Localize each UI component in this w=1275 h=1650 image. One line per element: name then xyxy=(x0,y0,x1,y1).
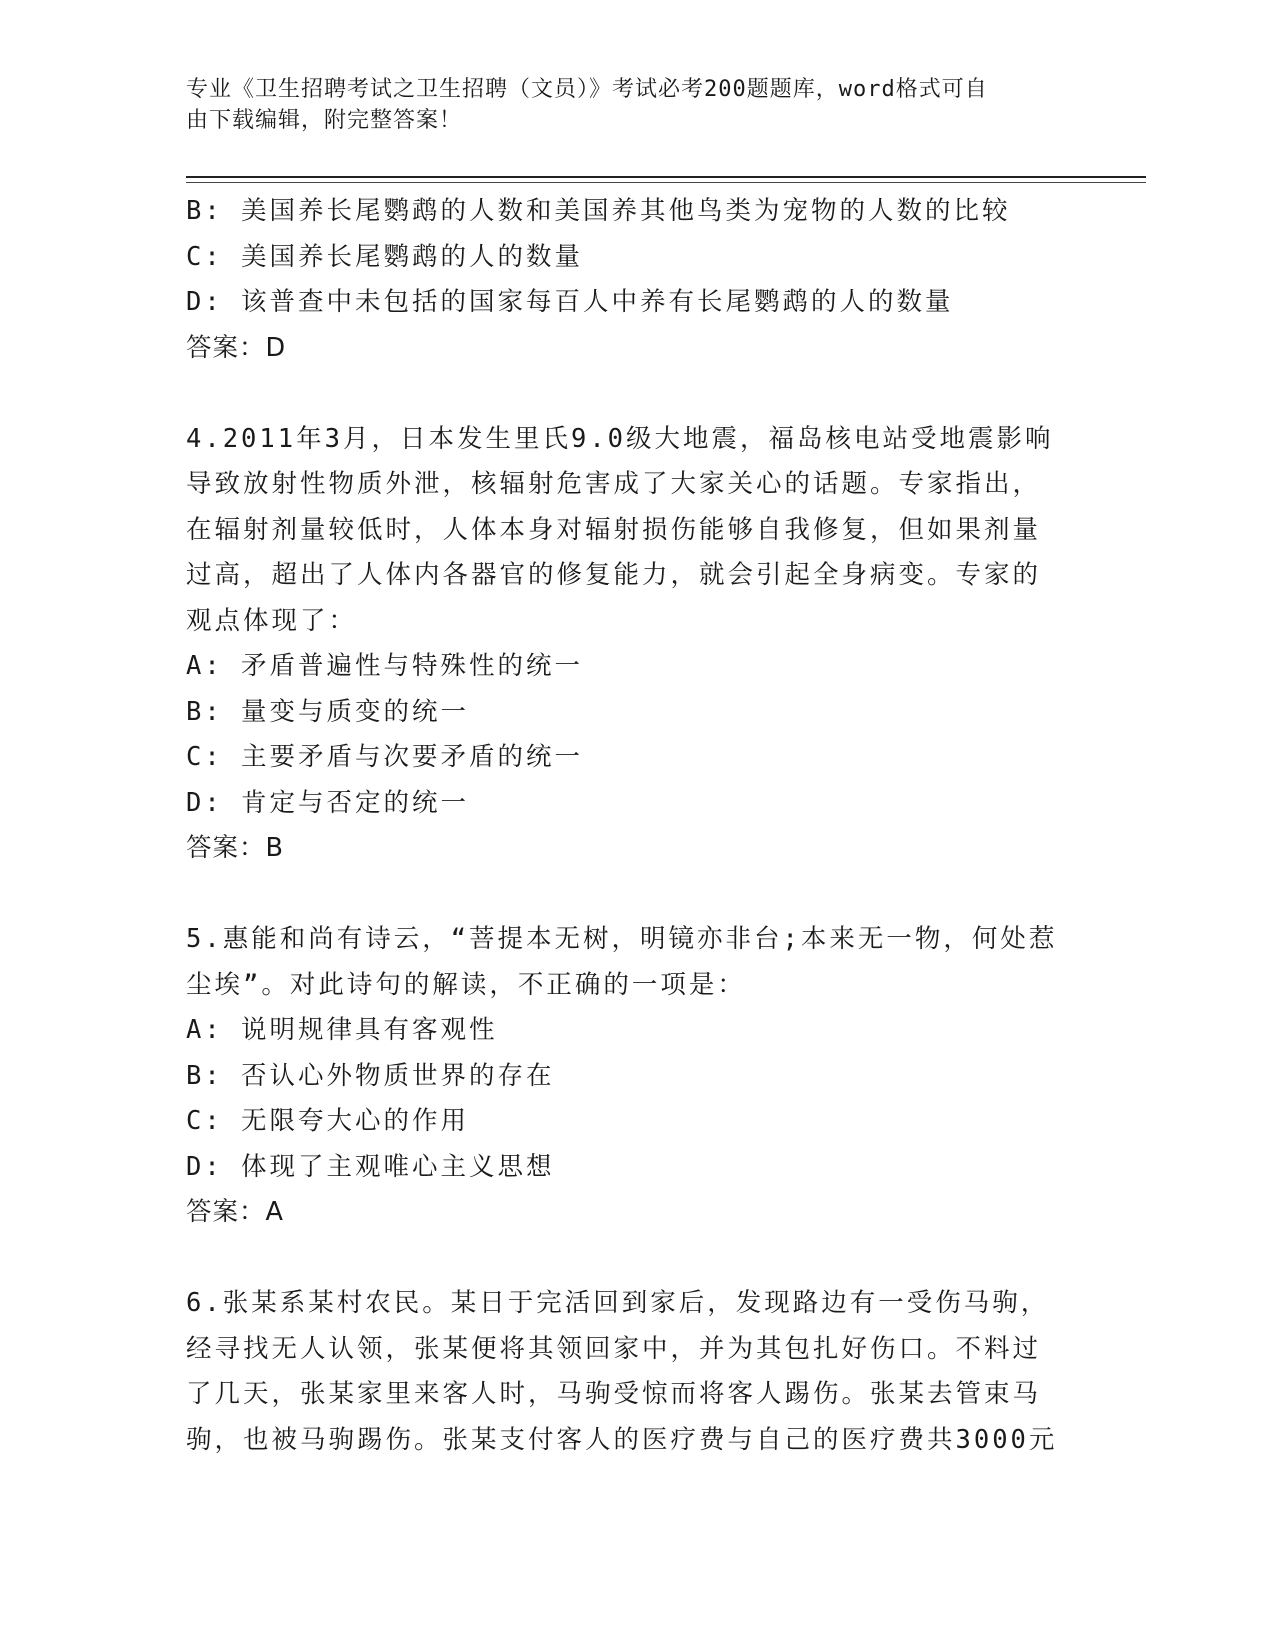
question-content xyxy=(186,189,1086,1463)
spacer xyxy=(186,371,1086,417)
question-stem-line: 6.张某系某村农民。某日于完活回到家后，发现路边有一受伤马驹， xyxy=(186,1288,1050,1318)
question-3-tail xyxy=(186,189,1086,371)
option-d: D: 该普查中未包括的国家每百人中养有长尾鹦鹉的人的数量 xyxy=(186,287,954,317)
answer-line: 答案：D xyxy=(186,332,287,363)
option-a: A: 矛盾普遍性与特殊性的统一 xyxy=(186,651,584,681)
document-header xyxy=(186,74,1066,136)
header-rule-thin xyxy=(186,182,1146,183)
header-rule-thick xyxy=(186,176,1146,178)
question-stem-line: 驹，也被马驹踢伤。张某支付客人的医疗费与自己的医疗费共3000元 xyxy=(186,1424,1058,1455)
question-stem-line: 观点体现了： xyxy=(186,605,358,636)
option-d: D: 肯定与否定的统一 xyxy=(186,787,470,818)
option-c: C: 无限夸大心的作用 xyxy=(186,1106,470,1136)
question-stem-line: 了几天，张某家里来客人时，马驹受惊而将客人踢伤。张某去管束马 xyxy=(186,1379,1042,1409)
answer-line: 答案：B xyxy=(186,833,284,863)
question-stem-line: 导致放射性物质外泄，核辐射危害成了大家关心的话题。专家指出， xyxy=(186,469,1042,499)
option-d: D: 体现了主观唯心主义思想 xyxy=(186,1151,555,1182)
question-stem-line: 4.2011年3月，日本发生里氏9.0级大地震，福岛核电站受地震影响 xyxy=(186,423,1054,454)
question-4 xyxy=(186,417,1086,872)
question-stem-line: 过高，超出了人体内各器官的修复能力，就会引起全身病变。专家的 xyxy=(186,560,1042,590)
option-c: C: 美国养长尾鹦鹉的人的数量 xyxy=(186,241,584,272)
spacer xyxy=(186,1236,1086,1282)
question-stem-line: 经寻找无人认领，张某便将其领回家中，并为其包扎好伤口。不料过 xyxy=(186,1333,1042,1364)
option-b: B: 量变与质变的统一 xyxy=(186,696,470,727)
question-stem-line: 在辐射剂量较低时，人体本身对辐射损伤能够自我修复，但如果剂量 xyxy=(186,514,1042,545)
question-stem-line: 尘埃”。对此诗句的解读，不正确的一项是： xyxy=(186,969,746,1000)
question-6 xyxy=(186,1281,1086,1463)
option-a: A: 说明规律具有客观性 xyxy=(186,1015,498,1045)
option-c: C: 主要矛盾与次要矛盾的统一 xyxy=(186,742,584,772)
question-5 xyxy=(186,917,1086,1236)
option-b: B: 否认心外物质世界的存在 xyxy=(186,1060,555,1091)
header-line-1: 专业《卫生招聘考试之卫生招聘（文员）》考试必考200题题库，word格式可自 xyxy=(186,77,988,102)
spacer xyxy=(186,872,1086,918)
question-stem-line: 5.惠能和尚有诗云，“菩提本无树，明镜亦非台;本来无一物，何处惹 xyxy=(186,924,1058,954)
option-b: B: 美国养长尾鹦鹉的人数和美国养其他鸟类为宠物的人数的比较 xyxy=(186,196,1011,226)
answer-line: 答案：A xyxy=(186,1197,284,1227)
header-line-2: 由下载编辑，附完整答案！ xyxy=(186,108,463,133)
